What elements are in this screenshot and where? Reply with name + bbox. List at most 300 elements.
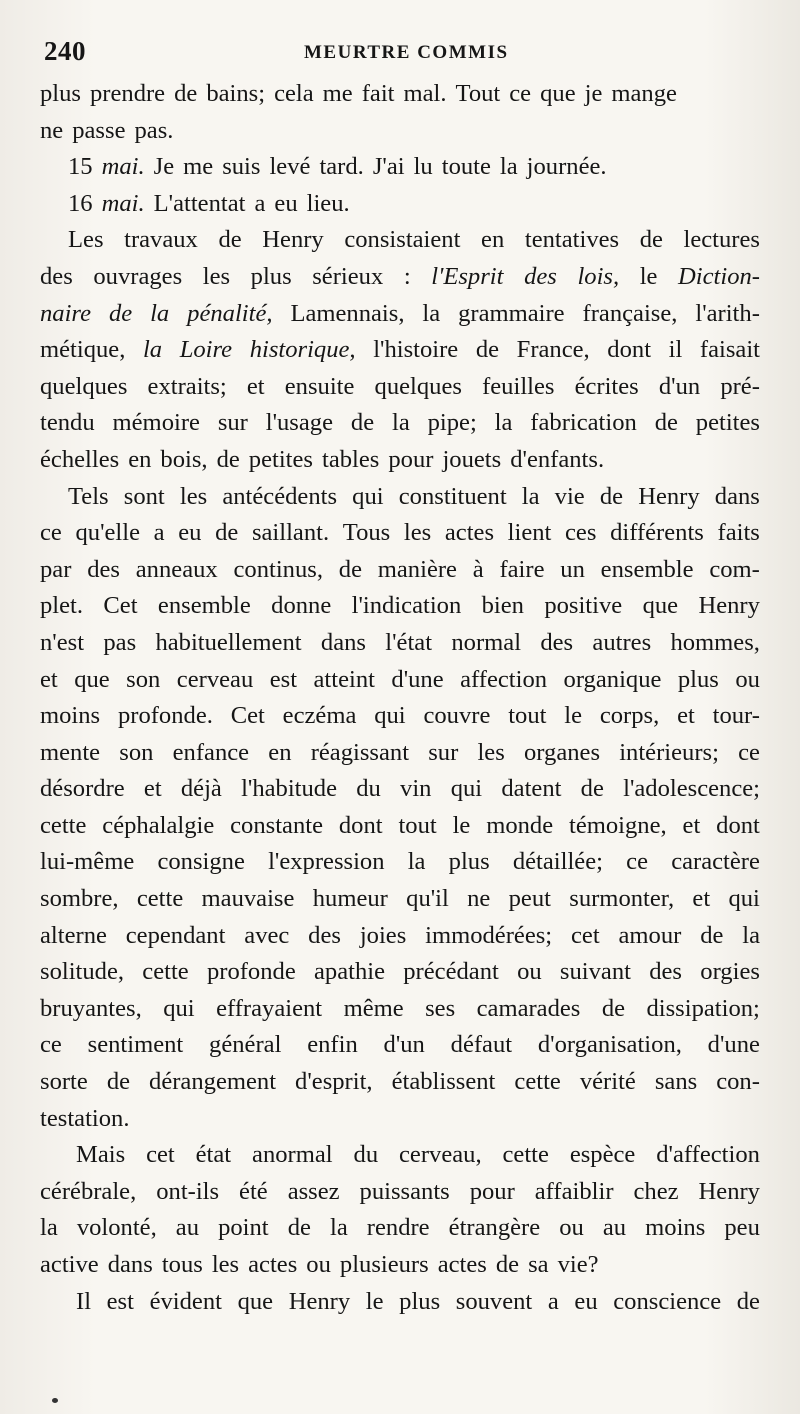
word: de [215,519,239,547]
word: de [216,445,240,473]
word: française, [582,299,678,327]
word: petites [695,409,760,437]
word: suis [222,153,261,181]
text-line [40,844,760,881]
word: ouvrages [93,262,183,290]
word: plus [677,665,719,693]
word: son [119,738,154,766]
word: en [268,738,292,766]
text-line [40,332,760,369]
word: Henry [698,592,760,620]
word: Henry [262,226,324,254]
word: conscience [613,1287,722,1315]
word: de [218,226,242,254]
word: et [246,372,265,400]
word: sur [217,409,248,437]
word: d'enfants. [510,445,605,473]
word: consigne [157,848,245,876]
word: l'indication [351,592,462,620]
word: pénalité, [187,299,273,327]
word: en [128,445,152,473]
word: ensemble [600,555,694,583]
word: vie [554,482,585,510]
word: plus [250,262,292,290]
word: datent [501,775,562,803]
word: l'histoire [373,336,459,364]
word: tentatives [524,226,620,254]
word: à [472,555,484,583]
word: été [239,1177,268,1205]
word: mai. [101,189,145,217]
word: de [106,1068,131,1096]
word: détaillée; [512,848,603,876]
word: tout [398,811,437,839]
word: joies [359,921,407,949]
word: : [403,262,411,290]
word: consistaient [344,226,461,254]
word: a [254,189,266,217]
word: cette [142,958,189,986]
word: tables [322,445,380,473]
word: ce [40,1031,62,1059]
word: mémoire [112,409,200,437]
word: Diction- [678,262,760,290]
word: Mais [76,1141,126,1169]
word: Henry [638,482,700,510]
word: de [700,921,724,949]
word: active [40,1251,99,1278]
word: manière [377,555,457,583]
word: qu'il [406,885,449,913]
word: vie? [557,1251,599,1278]
word: eu [574,1287,598,1315]
word: petites [248,445,313,473]
word: qu'elle [75,519,141,547]
word: com- [709,555,760,583]
word: mange [611,80,677,107]
text-line [40,991,760,1028]
word: affection [460,665,548,693]
word: ce [40,519,62,547]
word: L'attentat [153,189,246,217]
word: mal. [403,80,447,107]
word: Je [153,153,175,181]
word: qui [352,482,384,510]
word: antécédents [222,482,338,510]
word: désordre [40,775,125,803]
word: étrangère [448,1214,541,1242]
word: sont [123,482,165,510]
word: que [540,80,576,107]
word: toute [441,153,491,181]
word: historique, [249,336,356,364]
word: faits [717,519,760,547]
word: actes [444,519,495,547]
word: que [74,665,110,693]
word: enfance [172,738,250,766]
word: chez [633,1177,679,1205]
word: tout [508,702,547,730]
word: en [481,226,505,254]
word: Loire [179,336,233,364]
word: dont [607,336,652,364]
word: de [350,409,375,437]
word: d'un [658,372,701,400]
word: me [183,153,214,181]
word: fabrication [530,409,637,437]
word: dissipation; [646,994,760,1022]
word: l'Esprit [431,262,504,290]
word: feuilles [482,372,555,400]
word: enfin [307,1031,358,1059]
word: actes [248,1251,298,1278]
word: sur [428,738,459,766]
word: dans [107,1251,153,1278]
word: la [150,299,170,327]
word: dans [320,628,366,656]
word: cet [146,1141,175,1169]
word: l'usage [265,409,334,437]
word: 16 [68,189,93,217]
word: extraits; [147,372,227,400]
word: des [649,958,683,986]
word: lient [507,519,552,547]
word: la [40,1214,58,1242]
word: pré- [720,372,760,400]
word: du [353,1141,379,1169]
word: cerveau [176,665,254,693]
word: journée. [526,153,607,181]
word: ou [517,958,542,986]
word: Cet [103,592,138,620]
word: humeur [312,885,388,913]
word: lectures [683,226,760,254]
word: naire [40,299,92,327]
word: cette [40,811,87,839]
word: Tels [68,482,109,510]
word: cérébrale, [40,1177,137,1205]
word: de [580,775,604,803]
word: rendre [366,1214,430,1242]
word: a [547,1287,559,1315]
text-line [40,1137,760,1174]
word: et [692,885,711,913]
word: avec [244,921,290,949]
text-line [40,735,760,772]
word: dans [714,482,760,510]
word: organique [563,665,662,693]
word: du [356,775,381,803]
word: atteint [313,665,375,693]
page-number: 240 [44,36,86,66]
word: son [126,665,161,693]
word: point [218,1214,269,1242]
word: ont-ils [156,1177,220,1205]
word: souvent [455,1287,533,1315]
word: d'organisation, [537,1031,682,1059]
text-line [40,1284,760,1321]
word: bois, [160,445,208,473]
text-line [40,259,760,296]
word: plusieurs [339,1251,429,1278]
word: Henry [288,1287,351,1315]
word: évident [149,1287,222,1315]
word: l'arith- [695,299,760,327]
word: de [174,80,198,107]
body-text [40,76,760,1320]
word: travaux [124,226,198,254]
word: céphalalgie [102,811,215,839]
text-line [40,918,760,955]
page-header [44,36,764,76]
word: quelques [374,372,462,400]
word: passe [72,116,126,144]
word: de [108,299,133,327]
text-line [40,1174,760,1211]
word: est [269,665,298,693]
word: sombre, [40,885,119,913]
word: qui [163,994,195,1022]
word: lui-même [40,848,135,876]
word: peut [508,885,551,913]
word: volonté, [76,1214,157,1242]
word: qui [728,885,760,913]
text-line [40,771,760,808]
word: organes [523,738,601,766]
word: jouets [442,445,502,473]
word: un [560,555,585,583]
text-line [40,186,760,223]
word: solitude, [40,958,125,986]
word: intérieurs; [619,738,719,766]
word: la [391,409,410,437]
word: de [601,994,626,1022]
word: fait [361,80,395,107]
word: la [521,482,540,510]
word: les [403,519,432,547]
word: assez [287,1177,340,1205]
word: le [365,1287,384,1315]
word: cerveau, [399,1141,482,1169]
word: Tous [342,519,391,547]
word: normal [451,628,522,656]
word: qui [450,775,483,803]
word: me [322,80,353,107]
word: peu [724,1214,760,1242]
text-line [40,222,760,259]
word: la [422,299,441,327]
word: des [87,555,120,583]
ink-speck [52,1398,58,1403]
word: qui [374,702,406,730]
word: tous [161,1251,203,1278]
word: plus [448,848,490,876]
word: caractère [671,848,760,876]
word: de [599,482,624,510]
word: réagissant [310,738,410,766]
word: pour [388,445,434,473]
word: d'un [383,1031,425,1059]
word: ses [425,994,456,1022]
word: plus [399,1287,441,1315]
word: la [329,1214,348,1242]
text-line [40,1247,760,1284]
word: lois, [577,262,620,290]
word: sorte [40,1068,88,1096]
word: des [524,262,557,290]
word: dérangement [149,1068,277,1096]
word: écrites [574,372,639,400]
word: eczéma [282,702,357,730]
word: grammaire [458,299,565,327]
word: cet [570,921,600,949]
word: actes [437,1251,487,1278]
word: eu [274,189,298,217]
word: témoigne, [569,811,667,839]
word: donne [271,592,332,620]
word: moins [40,702,101,730]
word: de [736,1287,760,1315]
word: Il [76,1287,92,1315]
word: faire [499,555,545,583]
word: la [494,409,513,437]
word: pipe; [427,409,477,437]
word: la [742,921,760,949]
word: Tout [455,80,501,107]
word: France, [516,336,590,364]
word: que [642,592,679,620]
word: et [40,665,58,693]
word: camarades [476,994,581,1022]
word: est [106,1287,134,1315]
running-head: MEURTRE COMMIS [304,42,509,63]
word: la [142,336,163,364]
word: monde [486,811,554,839]
text-line [40,662,760,699]
word: bien [481,592,524,620]
word: ensemble [157,592,251,620]
word: hommes, [670,628,760,656]
word: sérieux [312,262,384,290]
word: sans [654,1068,698,1096]
word: vérité [579,1068,636,1096]
word: de [495,1251,520,1278]
word: l'expression [268,848,385,876]
word: que [237,1287,274,1315]
word: même [343,994,404,1022]
word: cette [502,1141,549,1169]
text-line [40,442,760,479]
word: Henry [698,1177,760,1205]
word: anneaux [135,555,218,583]
text-line [40,76,760,113]
word: bruyantes, [40,994,142,1022]
text-line [40,149,760,186]
word: ou [735,665,760,693]
word: ou [306,1251,331,1278]
word: mente [40,738,101,766]
text-line [40,698,760,735]
word: a [153,519,165,547]
word: ce [738,738,760,766]
word: d'une [707,1031,760,1059]
word: Les [68,226,104,254]
word: d'une [391,665,444,693]
word: effrayaient [216,994,323,1022]
word: bains; [206,80,266,107]
word: et [677,702,695,730]
word: apathie [313,958,385,986]
text-line [40,1064,760,1101]
word: constante [230,811,324,839]
word: sa [528,1251,549,1278]
word: prendre [90,80,166,107]
word: sentiment [87,1031,184,1059]
word: d'affection [656,1141,760,1169]
word: amour [618,921,682,949]
word: affaiblir [534,1177,614,1205]
word: ce [509,80,532,107]
word: pas [103,628,137,656]
word: les [179,482,208,510]
word: cela [274,80,314,107]
text-line [40,588,760,625]
word: vin [400,775,432,803]
word: tour- [712,702,760,730]
word: suivant [559,958,631,986]
word: mauvaise [201,885,295,913]
word: ne [40,116,64,144]
word: par [40,555,72,583]
word: et [682,811,701,839]
word: lu [413,153,433,181]
word: lieu. [306,189,350,217]
word: la [499,153,518,181]
word: d'esprit, [295,1068,373,1096]
word: profonde [206,958,296,986]
word: le [564,702,583,730]
word: Lamennais, [290,299,405,327]
word: ne [467,885,491,913]
word: dont [716,811,760,839]
word: couvre [423,702,491,730]
word: pas. [134,116,174,144]
word: plet. [40,592,84,620]
word: testation. [40,1104,130,1132]
word: Cet [230,702,265,730]
word: défaut [450,1031,513,1059]
word: cette [136,885,184,913]
word: moins [645,1214,706,1242]
word: déjà [180,775,222,803]
text-line [40,808,760,845]
word: faisait [699,336,760,364]
word: profonde. [117,702,213,730]
word: des [308,921,341,949]
word: continus, [233,555,323,583]
word: au [602,1214,627,1242]
word: de [287,1214,311,1242]
word: levé [269,153,311,181]
word: plus [40,80,81,107]
word: quelques [40,372,128,400]
word: tard. [319,153,364,181]
word: ces [565,519,597,547]
word: la [407,848,426,876]
word: de [338,555,362,583]
word: ou [559,1214,584,1242]
word: cependant [125,921,226,949]
